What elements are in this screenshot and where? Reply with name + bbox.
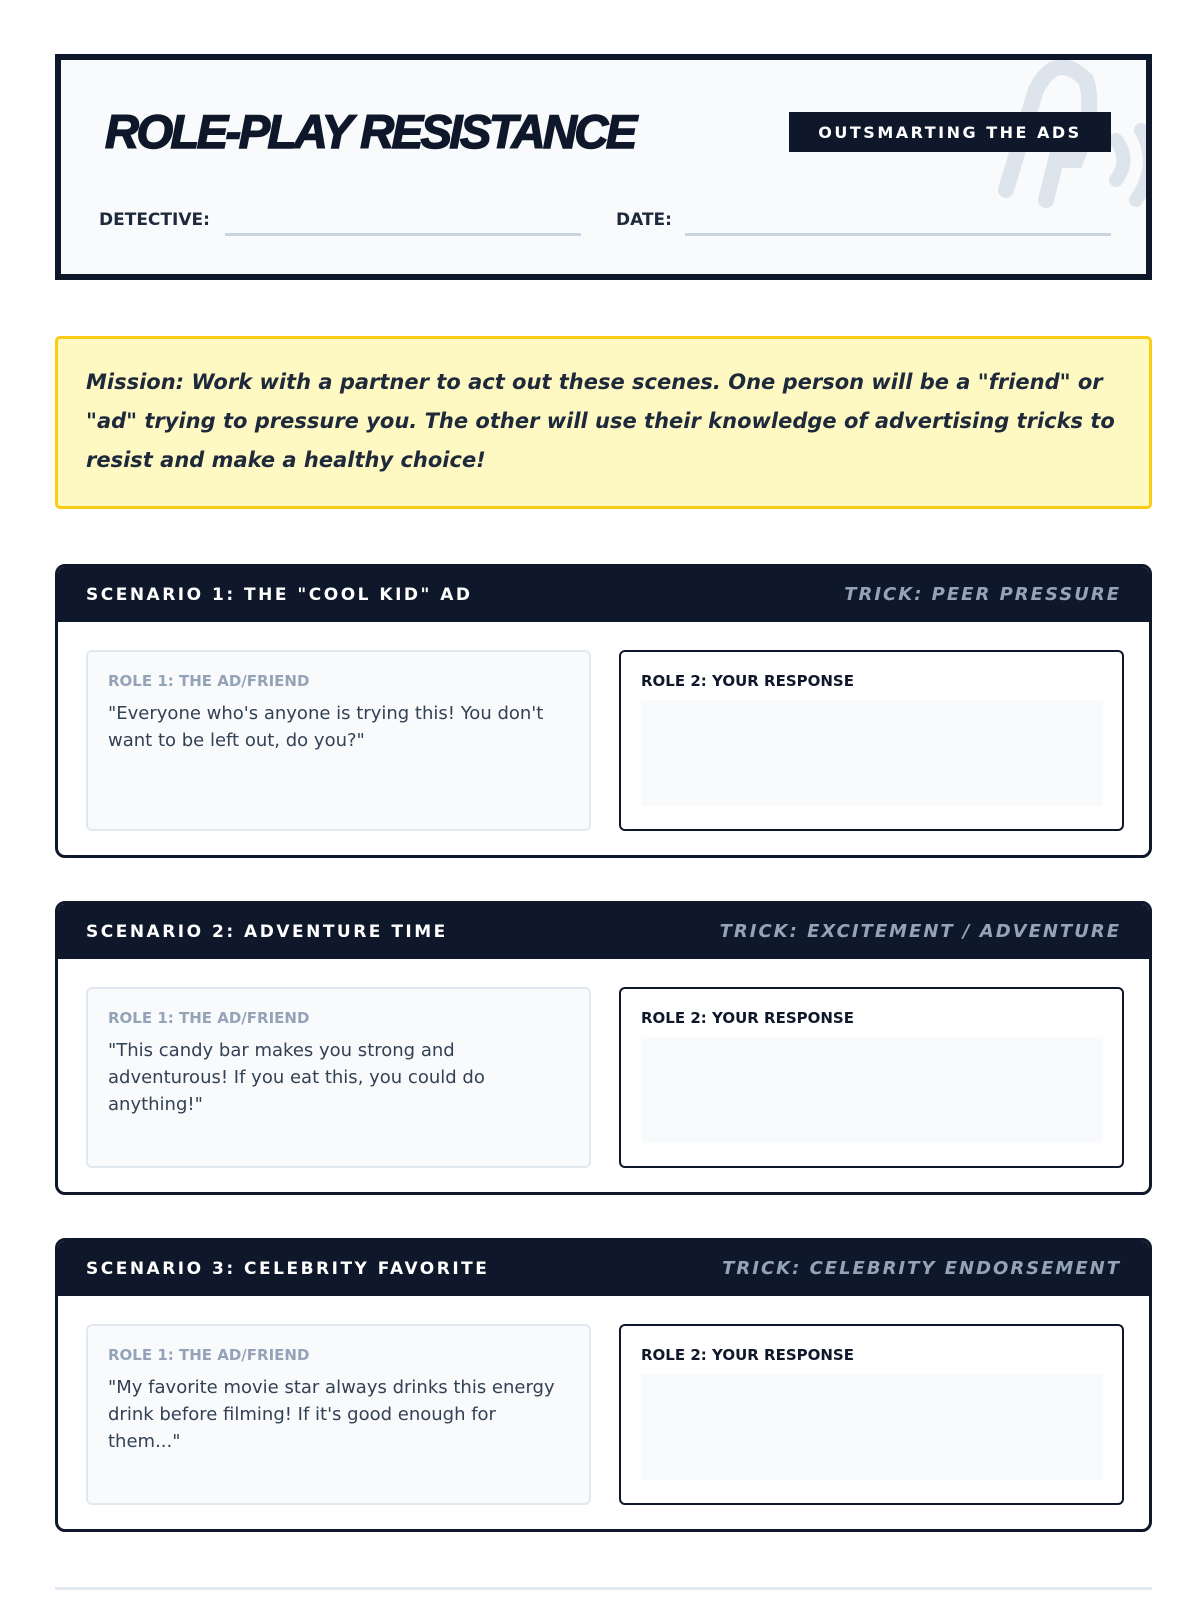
scenario-title: SCENARIO 2: ADVENTURE TIME [86,921,448,942]
role1-quote: "My favorite movie star always drinks this energy drink before filming! If it's good enough for them..." [108,1377,555,1452]
role2-box [619,987,1124,1168]
subtitle-badge: OUTSMARTING THE ADS [789,112,1111,152]
scenario-card [55,1238,1152,1532]
role2-label: ROLE 2: YOUR RESPONSE [641,1346,854,1364]
mission-box: Mission: Work with a partner to act out these scenes. One person will be a "friend" or "ad" trying to pressure you. The other will use their knowledge of advertising tricks to resist and make a healthy choice! [55,336,1152,509]
scenario-card [55,564,1152,858]
role1-label: ROLE 1: THE AD/FRIEND [108,1009,310,1027]
role2-label: ROLE 2: YOUR RESPONSE [641,1009,854,1027]
date-label: DATE: [616,210,672,230]
role2-label: ROLE 2: YOUR RESPONSE [641,672,854,690]
role2-box [619,1324,1124,1505]
hand-pointer-icon [966,54,1152,250]
detective-field[interactable] [225,233,581,236]
scenario-header [58,567,1149,622]
role1-quote: "This candy bar makes you strong and adventurous! If you eat this, you could do anything!" [108,1040,485,1115]
footer-divider [55,1587,1152,1590]
role1-box [86,1324,591,1505]
role1-label: ROLE 1: THE AD/FRIEND [108,672,310,690]
scenario-card [55,901,1152,1195]
role1-label: ROLE 1: THE AD/FRIEND [108,1346,310,1364]
scenario-header [58,904,1149,959]
scenario-header [58,1241,1149,1296]
role2-box [619,650,1124,831]
date-field[interactable] [685,233,1111,236]
response-field[interactable] [641,700,1103,806]
response-field[interactable] [641,1374,1103,1480]
page-title: ROLE-PLAY RESISTANCE [105,105,635,158]
role1-box [86,987,591,1168]
scenario-trick: TRICK: PEER PRESSURE [844,584,1121,605]
scenario-trick: TRICK: CELEBRITY ENDORSEMENT [722,1258,1121,1279]
response-field[interactable] [641,1037,1103,1143]
scenario-trick: TRICK: EXCITEMENT / ADVENTURE [719,921,1121,942]
scenario-title: SCENARIO 3: CELEBRITY FAVORITE [86,1258,490,1279]
detective-label: DETECTIVE: [99,210,210,230]
role1-quote: "Everyone who's anyone is trying this! You don't want to be left out, do you?" [108,703,544,751]
worksheet-header [55,54,1152,280]
scenario-title: SCENARIO 1: THE "COOL KID" AD [86,584,473,605]
role1-box [86,650,591,831]
